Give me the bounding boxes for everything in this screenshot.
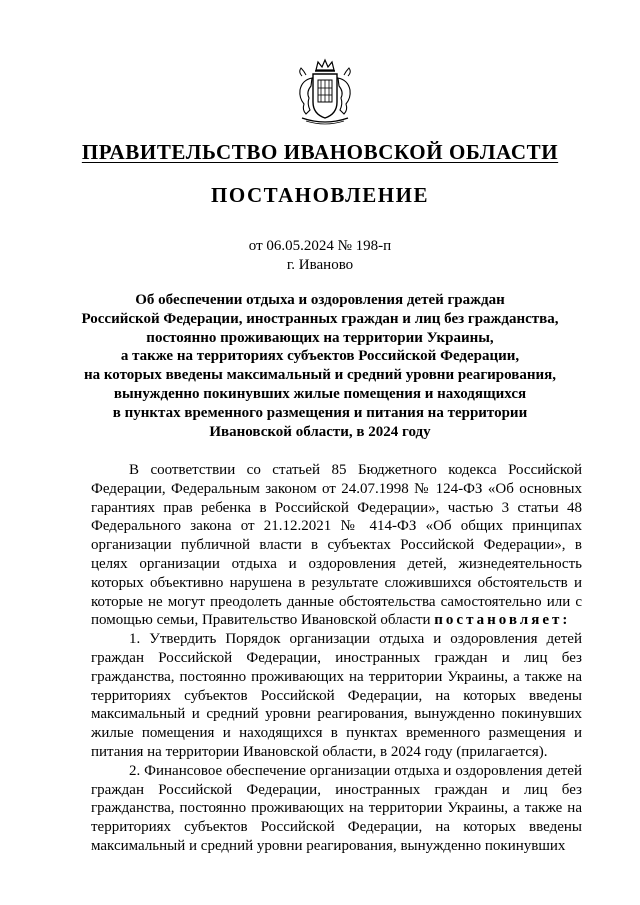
heading-line: постоянно проживающих на территории Украины, — [146, 329, 494, 346]
document-heading — [80, 291, 560, 441]
heading-line: Об обеспечении отдыха и оздоровления детей граждан — [135, 292, 505, 308]
heading-line: вынужденно покинувших жилые помещения и находящихся — [113, 385, 527, 402]
document-city: г. Иваново — [286, 257, 354, 273]
organization-title: ПРАВИТЕЛЬСТВО ИВАНОВСКОЙ ОБЛАСТИ — [81, 140, 559, 164]
preamble-text: В соответствии со статьей 85 Бюджетного кодекса Российской Федерации, Федеральным законом от 24.07.1998 № 124-ФЗ «Об основных гарантиях прав ребенка в Российской Федерации», частью 3 статьи 48 Федерального закона от 21.12.2021 № 414-ФЗ «Об общих принципах организации публичной власти в субъектах Российской Федерации», в целях организации отдыха и оздоровления детей, жизнедеятельность которых объективно нарушена в результате сложившихся обстоятельств и которые не могут преодолеть данные обстоятельства самостоятельно или с помощью семьи, Правительство Ивановской области — [91, 462, 582, 629]
clause-1-paragraph: 1. Утвердить Порядок организации отдыха и оздоровления детей граждан Российской Федерации, иностранных граждан и лиц без гражданства, постоянно проживающих на территории Украины, а также на территориях субъектов Российской Федерации, на которых введены максимальный и средний уровни реагирования, вынужденно покинувших жилые помещения и находящихся в пунктах временного размещения и питания на территории Ивановской области, в 2024 году (прилагается). — [91, 631, 582, 760]
clause-2-paragraph: 2. Финансовое обеспечение организации отдыха и оздоровления детей граждан Российской Федерации, иностранных граждан и лиц без гражданства, постоянно проживающих на территории Украины, а также на территориях субъектов Российской Федерации, на которых введены максимальный и средний уровни реагирования, вынужденно покинувших — [91, 762, 582, 854]
heading-line: Ивановской области, в 2024 году — [209, 423, 431, 440]
document-body — [91, 461, 582, 856]
document-date-number: от 06.05.2024 № 198-п — [248, 238, 392, 254]
decree-colon: : — [562, 612, 568, 629]
decree-word: постановляет — [434, 612, 563, 629]
heading-line: в пунктах временного размещения и питания на территории — [112, 404, 528, 421]
preamble-paragraph — [91, 461, 582, 630]
ivanovo-coat-of-arms-icon — [294, 58, 356, 126]
heading-line: на которых введены максимальный и средний уровни реагирования, — [83, 367, 557, 384]
heading-line: а также на территориях субъектов Российской Федерации, — [120, 348, 520, 365]
heading-line: Российской Федерации, иностранных граждан и лиц без гражданства, — [81, 310, 559, 327]
document-type-title: ПОСТАНОВЛЕНИЕ — [211, 183, 429, 207]
